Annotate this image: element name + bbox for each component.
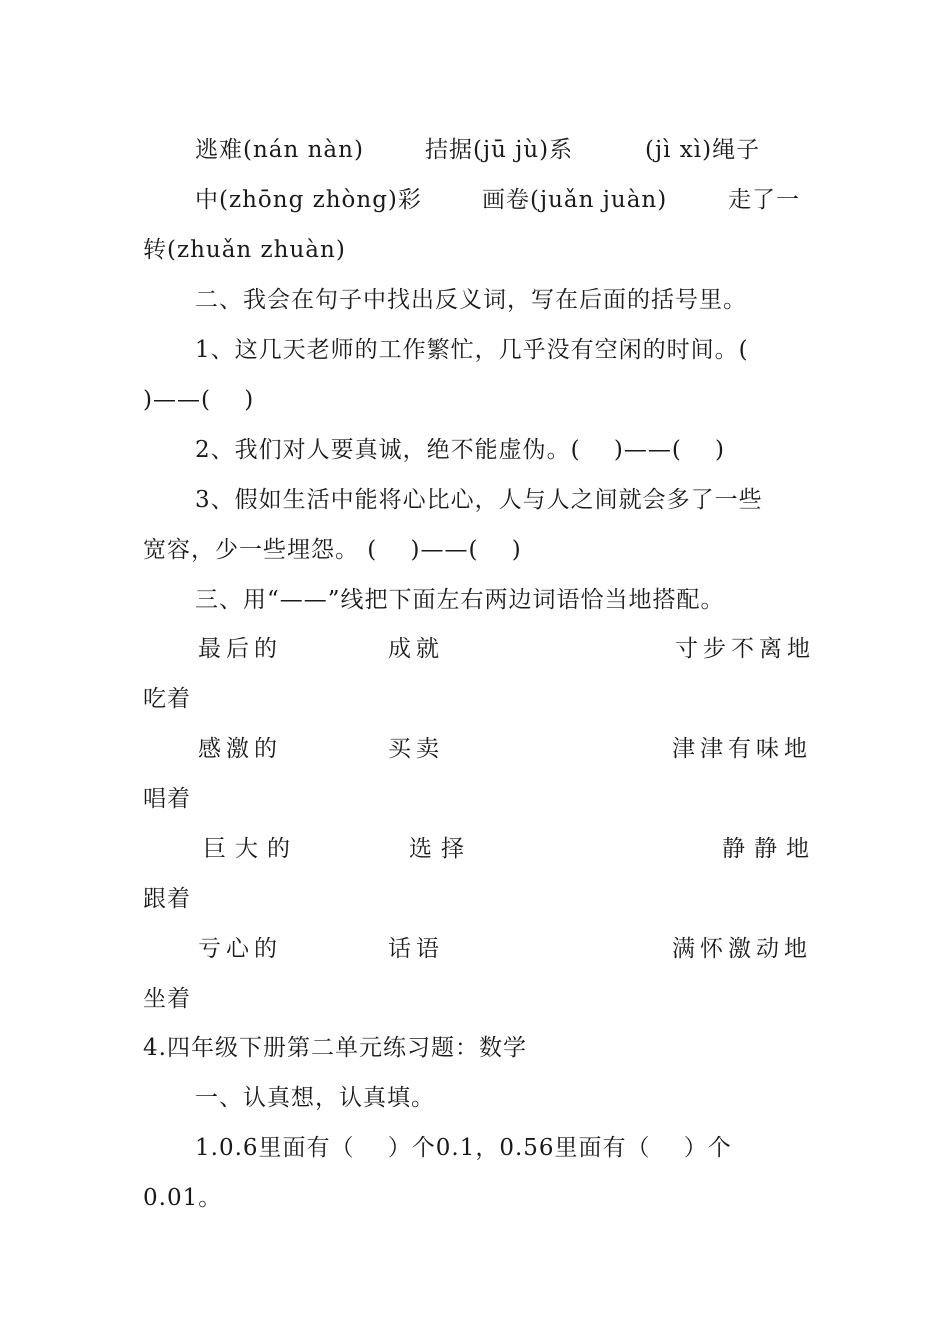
pinyin-item: 转(zhuǎn zhuàn) [143, 237, 346, 263]
question-text: 3、假如生活中能将心比心，人与人之间就会多了一些 [195, 487, 763, 513]
section-heading: 一、认真想，认真填。 [195, 1085, 435, 1111]
question-text: 宽容，少一些埋怨。 ( )——( ) [143, 537, 522, 563]
match-word-middle: 买卖 [388, 736, 444, 762]
pinyin-item: 走了一 [728, 187, 800, 213]
pinyin-item: 中(zhōng zhòng)彩 [195, 187, 422, 213]
question-text: 1.0.6里面有（ ）个0.1，0.56里面有（ ）个 [195, 1135, 732, 1161]
match-word-wrap: 坐着 [143, 986, 191, 1012]
match-word-left: 感激的 [198, 736, 282, 762]
question-text: 1、这几天老师的工作繁忙，几乎没有空闲的时间。( [195, 337, 749, 363]
match-word-middle: 话语 [388, 936, 444, 962]
match-word-wrap: 跟着 [143, 886, 191, 912]
pinyin-item: 画卷(juǎn juàn) [482, 187, 668, 213]
pinyin-item: (jì xì)绳子 [645, 137, 761, 163]
match-word-right: 满怀激动地 [672, 936, 812, 962]
question-text: 0.01。 [143, 1185, 223, 1211]
answer-blanks: )——( ) [143, 387, 255, 413]
pinyin-item: 逃难(nán nàn) [195, 137, 364, 163]
section-heading: 二、我会在句子中找出反义词，写在后面的括号里。 [195, 287, 747, 313]
match-word-middle: 选择 [409, 836, 473, 862]
section-heading: 三、用“——”线把下面左右两边词语恰当地搭配。 [195, 587, 725, 613]
question-text: 2、我们对人要真诚，绝不能虚伪。( )——( ) [195, 437, 726, 463]
match-word-wrap: 唱着 [143, 786, 191, 812]
match-word-left: 最后的 [198, 636, 282, 662]
match-word-wrap: 吃着 [143, 686, 191, 712]
match-word-right: 寸步不离地 [675, 636, 815, 662]
chapter-title: 4.四年级下册第二单元练习题：数学 [143, 1035, 527, 1061]
pinyin-item: 拮据(jū jù)系 [425, 137, 574, 163]
match-word-right: 静静地 [722, 836, 818, 862]
match-word-left: 巨大的 [203, 836, 299, 862]
match-word-right: 津津有味地 [672, 736, 812, 762]
match-word-left: 亏心的 [198, 936, 282, 962]
match-word-middle: 成就 [388, 636, 444, 662]
